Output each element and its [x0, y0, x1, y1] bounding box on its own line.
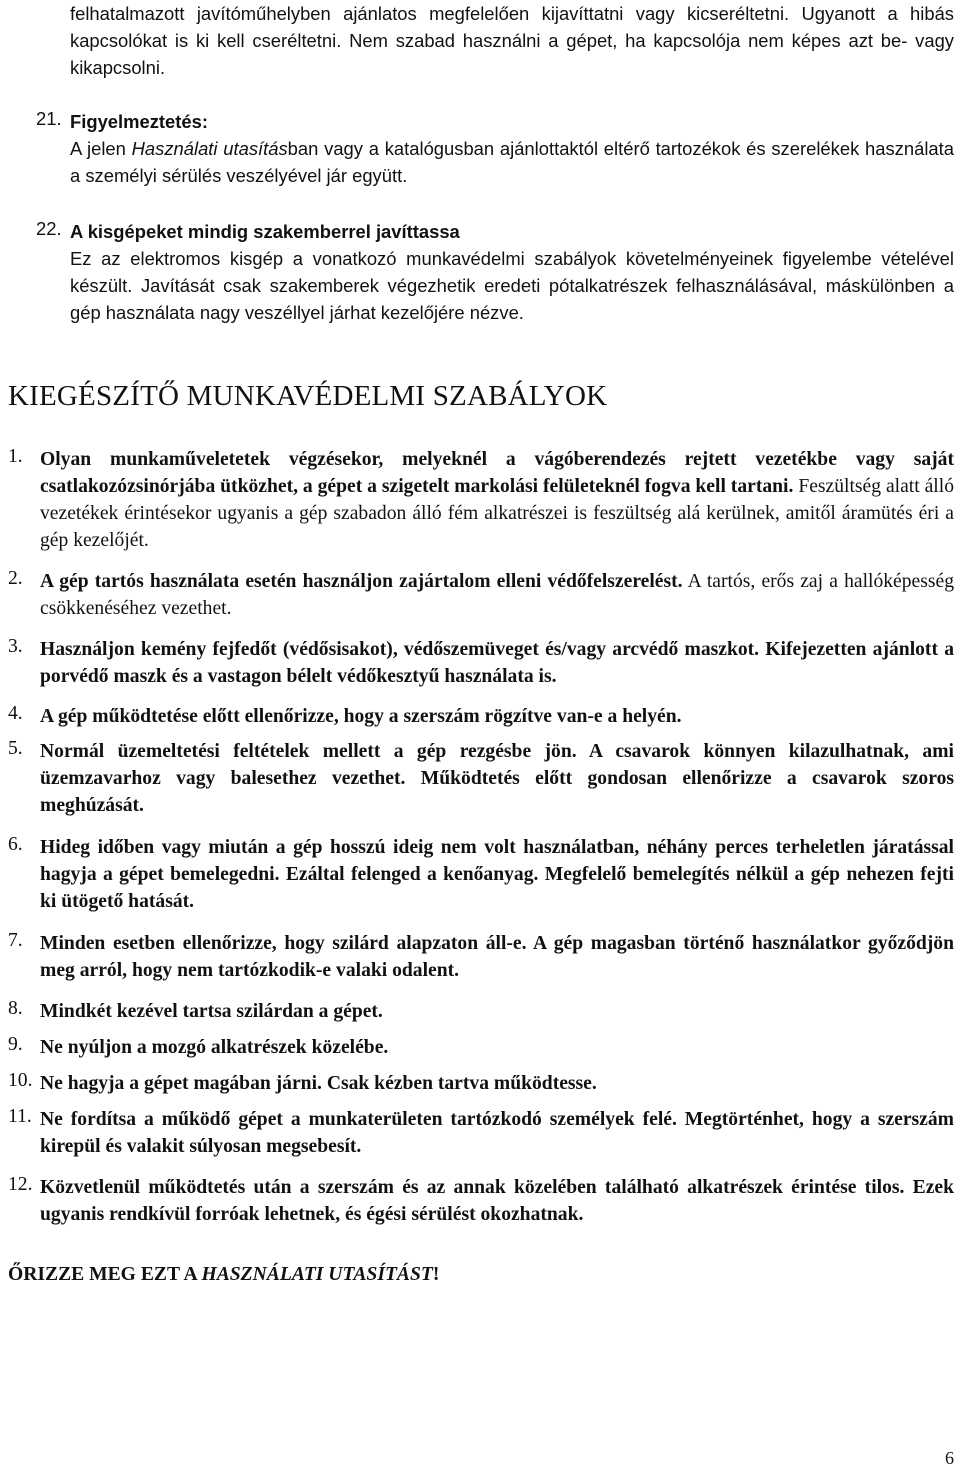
item-number: 21. — [36, 108, 62, 129]
item-body: Ez az elektromos kisgép a vonatkozó munkavédelmi szabályok követelményeinek figyelembe vételével készült. Javítását csak szakemberek végezhetik eredeti pótalkatrészek felhasználásával, máskülönben a gép használata nagy veszéllyel járhat kezelőjére nézve. — [70, 248, 954, 323]
item-title: Figyelmeztetés: — [70, 111, 208, 132]
intro-paragraph: felhatalmazott javítóműhelyben ajánlatos megfelelően kijavíttatni vagy kicseréltetni. Ugyanott a hibás kapcsolókat is ki kell cseréltetni. Nem szabad használni a gépet, ha kapcsolója nem képes azt be- vagy kikapcsolni. — [70, 3, 954, 78]
page-number: 6 — [945, 1448, 954, 1468]
closing-notice: ŐRIZZE MEG EZT A HASZNÁLATI UTASÍTÁST! — [8, 1264, 440, 1285]
item-number: 22. — [36, 218, 62, 239]
item-title: A kisgépeket mindig szakemberrel javíttassa — [70, 221, 460, 242]
document-page: felhatalmazott javítóműhelyben ajánlatos megfelelően kijavíttatni vagy kicseréltetni. Ugyanott a hibás kapcsolókat is ki kell cseréltetni. Nem szabad használni a gépet, ha kapcsolója nem képes azt be- vagy kikapcsolni. 21. Figyelmeztetés: A jelen Használati utasításban vagy a katalógusban ajánlottaktól eltérő tartozékok és szerelékek használata a személyi sérülés veszélyével jár együtt. 22. A kisgépeket mindig szakemberrel javíttassa Ez az elektromos kisgép a vonatkozó munkavédelmi szabályok követelményeinek figyelembe vételével készült. Javítását csak szakemberek végezhetik eredeti pótalkatrészek felhasználásával, máskülönben a gép használata nagy veszéllyel járhat kezelőjére nézve. KIEGÉSZÍTŐ MUNKAVÉDELMI SZABÁLYOK 1. Olyan munkaműveletetek végzésekor, melyeknél a vágóberendezés rejtett vezetékbe vagy saját csatlakozózsinórjába ütközhet, a gépet a szigetelt markolási felületeknél fogva kell tartani. Feszültség alatt álló vezetékek érintésekor ugyanis a gép szabadon álló fém alkatrészei is feszültség alá kerülnek, amitől áramütés éri a gép kezelőjét. 2. A gép tartós használata esetén használjon zajártalom elleni védőfelszerelést. A tartós, erős zaj a hallóképesség csökkenéséhez vezethet. 3. Használjon kemény fejfedőt (védősisakot), védőszemüveget és/vagy arcvédő maszkot. Kifejezetten ajánlott a porvédő maszk és a vastagon bélelt védőkesztyű használata is. 4. A gép működtetése előtt ellenőrizze, hogy a szerszám rögzítve van-e a helyén. 5. Normál üzemeltetési feltételek mellett a gép rezgésbe jön. A csavarok könnyen kilazulhatnak, ami üzemzavarhoz vagy balesethez vezethet. Működtetés előtt gondosan ellenőrizze a csavarok szoros meghúzását. 6. Hideg időben vagy miután a gép hosszú ideig nem volt használatban, néhány perces terheletlen járatással hagyja a gépet bemelegedni. Ezáltal felenged a kenőanyag. Megfelelő bemelegítés nélkül a gép nehezen fejti ki ütögető hatását. 7. Minden esetben ellenőrizze, hogy szilárd alapzaton áll-e. A gép magasban történő használatkor győződjön meg arról, hogy nem tartózkodik-e valaki odalent. 8. Mindkét kezével tartsa szilárdan a gépet. 9. Ne nyúljon a mozgó alkatrészek közelébe. 10. Ne hagyja a gépet magában járni. Csak kézben tartva működtesse. 11. Ne fordítsa a működő gépet a munkaterületen tartózkodó személyek felé. Megtörténhet, hogy a szerszám kirepül és valakit súlyosan megsebesít. 12. Közvetlenül működtetés után a szerszám és az annak közelében található alkatrészek érintése tilos. Ezek ugyanis rendkívül forróak lehetnek, és égési sérülést okozhatnak. ŐRIZZE MEG EZT A HASZNÁLATI UTASÍTÁST! 6 — [0, 0, 960, 1482]
section-heading: KIEGÉSZÍTŐ MUNKAVÉDELMI SZABÁLYOK — [8, 380, 608, 412]
item-body: A jelen Használati utasításban vagy a katalógusban ajánlottaktól eltérő tartozékok és szerelékek használata a személyi sérülés veszélyével jár együtt. — [70, 138, 954, 186]
